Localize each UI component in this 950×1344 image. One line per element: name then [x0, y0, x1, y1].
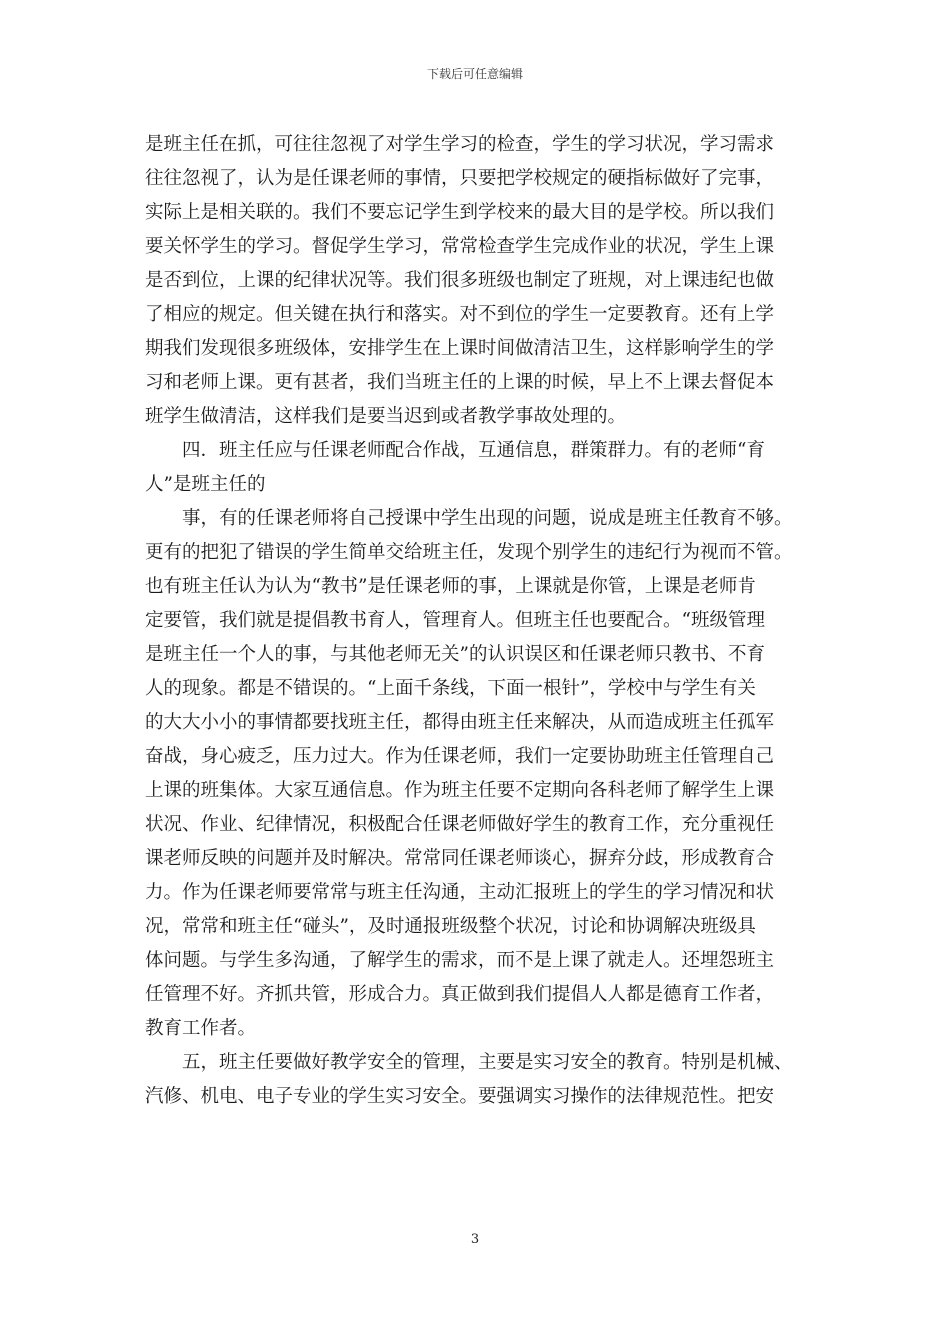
text-line: 体问题。与学生多沟通，了解学生的需求，而不是上课了就走人。还埋怨班主 — [145, 950, 775, 971]
text-line: 况，常常和班主任“碰头”，及时通报班级整个状况，讨论和协调解决班级具 — [145, 916, 756, 937]
text-line: 也有班主任认为认为“教书”是任课老师的事，上课就是你管，上课是老师肯 — [145, 576, 756, 597]
text-line: 是班主任一个人的事，与其他老师无关”的认识误区和任课老师只教书、不育 — [145, 644, 765, 665]
text-line: 是否到位，上课的纪律状况等。我们很多班级也制定了班规，对上课违纪也做 — [145, 270, 775, 291]
text-line: 任管理不好。齐抓共管，形成合力。真正做到我们提倡人人都是德育工作者， — [145, 984, 775, 1005]
text-line: 期我们发现很多班级体，安排学生在上课时间做清洁卫生，这样影响学生的学 — [145, 338, 775, 359]
text-line: 是班主任在抓，可往往忽视了对学生学习的检查，学生的学习状况，学习需求 — [145, 134, 775, 155]
section-heading-line: 五，班主任要做好教学安全的管理，主要是实习安全的教育。特别是机械、 — [182, 1052, 793, 1073]
section-heading-line: 四．班主任应与任课老师配合作战，互通信息，群策群力。有的老师“育 — [182, 440, 765, 461]
text-line: 教育工作者。 — [145, 1018, 257, 1039]
text-line: 状况、作业、纪律情况，积极配合任课老师做好学生的教育工作，充分重视任 — [145, 814, 775, 835]
text-line: 的大大小小的事情都要找班主任，都得由班主任来解决，从而造成班主任孤军 — [145, 712, 775, 733]
paragraph-start-line: 事，有的任课老师将自己授课中学生出现的问题，说成是班主任教育不够。 — [182, 508, 793, 529]
text-line: 实际上是相关联的。我们不要忘记学生到学校来的最大目的是学校。所以我们 — [145, 202, 775, 223]
text-line: 奋战，身心疲乏，压力过大。作为任课老师，我们一定要协助班主任管理自己 — [145, 746, 775, 767]
page-number: 3 — [470, 1232, 480, 1247]
text-line: 人”是班主任的 — [145, 474, 266, 495]
text-line: 班学生做清洁，这样我们是要当迟到或者教学事故处理的。 — [145, 406, 627, 427]
text-line: 习和老师上课。更有甚者，我们当班主任的上课的时候，早上不上课去督促本 — [145, 372, 775, 393]
document-body — [145, 128, 815, 1114]
text-line: 定要管，我们就是提倡教书育人，管理育人。但班主任也要配合。“班级管理 — [145, 610, 765, 631]
text-line: 更有的把犯了错误的学生简单交给班主任，发现个别学生的违纪行为视而不管。 — [145, 542, 793, 563]
text-line: 力。作为任课老师要常常与班主任沟通，主动汇报班上的学生的学习情况和状 — [145, 882, 775, 903]
text-line: 往往忽视了，认为是任课老师的事情，只要把学校规定的硬指标做好了完事， — [145, 168, 775, 189]
text-line: 人的现象。都是不错误的。“上面千条线，下面一根针”，学校中与学生有关 — [145, 678, 756, 699]
text-line: 上课的班集体。大家互通信息。作为班主任要不定期向各科老师了解学生上课 — [145, 780, 775, 801]
text-line: 要关怀学生的学习。督促学生学习，常常检查学生完成作业的状况，学生上课 — [145, 236, 775, 257]
text-line: 汽修、机电、电子专业的学生实习安全。要强调实习操作的法律规范性。把安 — [145, 1086, 775, 1107]
page-header: 下载后可任意编辑 — [426, 67, 523, 81]
text-line: 课老师反映的问题并及时解决。常常同任课老师谈心，摒弃分歧，形成教育合 — [145, 848, 775, 869]
text-line: 了相应的规定。但关键在执行和落实。对不到位的学生一定要教育。还有上学 — [145, 304, 775, 325]
